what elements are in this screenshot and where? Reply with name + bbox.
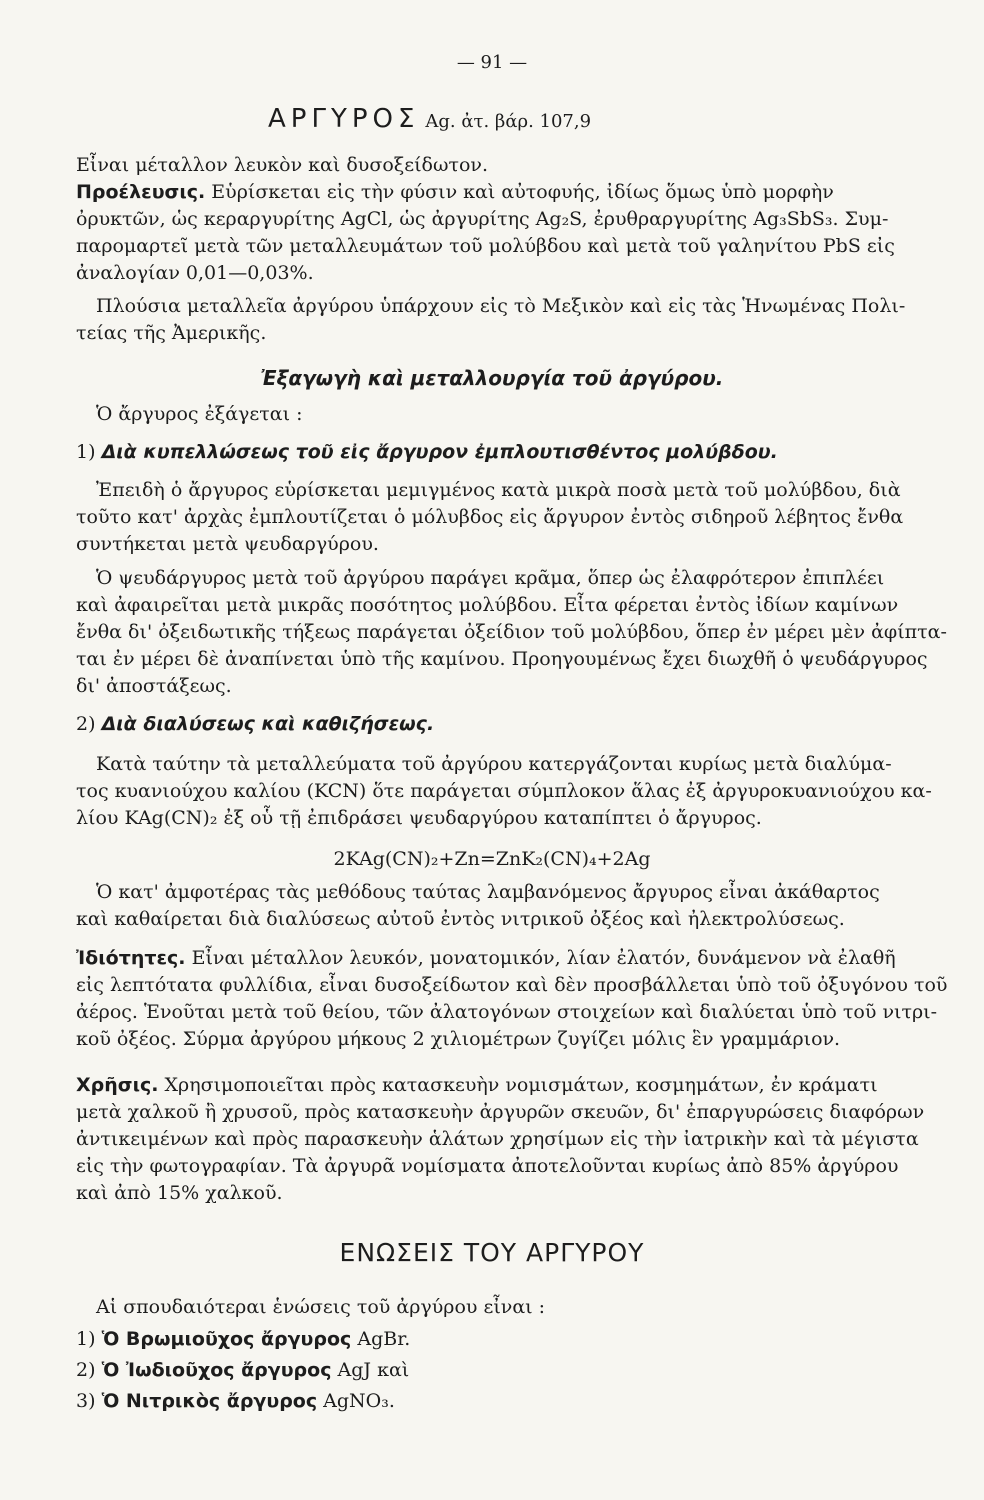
chemical-equation: 2KAg(CN)₂+Zn=ZnK₂(CN)₄+2Ag	[333, 848, 651, 870]
properties-label: Ἰδιότητες.	[76, 947, 186, 969]
compound-formula: AgJ καὶ	[337, 1359, 410, 1381]
method-1-line-1: Ἐπειδὴ ὁ ἄργυρος εὑρίσκεται μεμιγμένος κατὰ μικρὰ ποσὰ μετὰ τοῦ μολύβδου, διὰ	[96, 479, 901, 501]
method-1-heading: 1) Διὰ κυπελλώσεως τοῦ εἰς ἄργυρον ἐμπλουτισθέντος μολύβδου.	[76, 441, 778, 463]
method-1-line-4: Ὁ ψευδάργυρος μετὰ τοῦ ἀργύρου παράγει κρᾶμα, ὅπερ ὡς ἐλαφρότερον ἐπιπλέει	[96, 567, 885, 589]
extraction-intro: Ὁ ἄργυρος ἐξάγεται :	[96, 403, 303, 425]
title-element-name: ΑΡΓΥΡΟΣ	[268, 104, 420, 134]
properties-line-1: Ἰδιότητες. Εἶναι μέταλλον λευκόν, μονατομικόν, λίαν ἐλατόν, δυνάμενον νὰ ἐλαθῆ	[76, 947, 896, 969]
title-atomic-weight: Ag. ἀτ. βάρ. 107,9	[425, 111, 592, 132]
method-1-line-6: ἔνθα δι' ὀξειδωτικῆς τήξεως παράγεται ὀξείδιον τοῦ μολύβδου, ὅπερ ἐν μέρει μὲν ἀφίπτα-	[76, 621, 947, 643]
compound-item: 2) Ὁ Ἰωδιοῦχος ἄργυρος AgJ καὶ	[76, 1359, 410, 1381]
compound-name: Ὁ Βρωμιοῦχος ἄργυρος	[101, 1328, 352, 1350]
method-2-line-2: τος κυανιούχου καλίου (KCN) ὅτε παράγεται σύμπλοκον ἅλας ἐξ ἀργυροκυανιούχου κα-	[76, 780, 932, 802]
method-2-title: Διὰ διαλύσεως καὶ καθιζήσεως.	[101, 713, 435, 735]
page-title	[268, 104, 591, 134]
compound-item: 1) Ὁ Βρωμιοῦχος ἄργυρος AgBr.	[76, 1328, 411, 1350]
provenance-line-1: Προέλευσις. Εὑρίσκεται εἰς τὴν φύσιν καὶ αὐτοφυής, ἰδίως ὅμως ὑπὸ μορφὴν	[76, 181, 834, 203]
compounds-heading: ΕΝΩΣΕΙΣ ΤΟΥ ΑΡΓΥΡΟΥ	[339, 1238, 645, 1267]
uses-line-3: ἀντικειμένων καὶ πρὸς παρασκευὴν ἁλάτων χρησίμων εἰς τὴν ἰατρικὴν καὶ τὰ μέγιστα	[76, 1128, 919, 1150]
properties-line-2: εἰς λεπτότατα φυλλίδια, εἶναι δυσοξείδωτον καὶ δὲν προσβάλλεται ὑπὸ τοῦ ὀξυγόνου τοῦ	[76, 974, 948, 996]
provenance-line-3: παρομαρτεῖ μετὰ τῶν μεταλλευμάτων τοῦ μολύβδου καὶ μετὰ τοῦ γαληνίτου PbS εἰς	[76, 235, 895, 257]
method-1-title: Διὰ κυπελλώσεως τοῦ εἰς ἄργυρον ἐμπλουτισθέντος μολύβδου.	[101, 441, 778, 463]
method-1-line-8: δι' ἀποστάξεως.	[76, 675, 232, 697]
provenance-line-2: ὀρυκτῶν, ὡς κεραργυρίτης AgCl, ὡς ἀργυρίτης Ag₂S, ἐρυθραργυρίτης Ag₃SbS₃. Συμ-	[76, 208, 889, 230]
properties-line-3: ἀέρος. Ἑνοῦται μετὰ τοῦ θείου, τῶν ἀλατογόνων στοιχείων καὶ διαλύεται ὑπὸ τοῦ νιτρι-	[76, 1001, 937, 1023]
compound-formula: AgBr.	[357, 1328, 411, 1350]
method-1-line-2: τοῦτο κατ' ἀρχὰς ἐμπλουτίζεται ὁ μόλυβδος εἰς ἄργυρον ἐντὸς σιδηροῦ λέβητος ἔνθα	[76, 506, 904, 528]
method-2-line-1: Κατὰ ταύτην τὰ μεταλλεύματα τοῦ ἀργύρου κατεργάζονται κυρίως μετὰ διαλύμα-	[96, 753, 892, 775]
uses-line-4: εἰς τὴν φωτογραφίαν. Τὰ ἀργυρᾶ νομίσματα ἀποτελοῦνται κυρίως ἀπὸ 85% ἀργύρου	[76, 1155, 899, 1177]
provenance-line-5: Πλούσια μεταλλεῖα ἀργύρου ὑπάρχουν εἰς τὸ Μεξικὸν καὶ εἰς τὰς Ἡνωμένας Πολι-	[96, 295, 906, 317]
properties-line-4: κοῦ ὀξέος. Σύρμα ἀργύρου μήκους 2 χιλιομέτρων ζυγίζει μόλις ἓν γραμμάριον.	[76, 1028, 841, 1050]
uses-line-1: Χρῆσις. Χρησιμοποιεῖται πρὸς κατασκευὴν νομισμάτων, κοσμημάτων, ἐν κράματι	[76, 1074, 878, 1096]
compound-name: Ὁ Ἰωδιοῦχος ἄργυρος	[101, 1359, 332, 1381]
compound-name: Ὁ Νιτρικὸς ἄργυρος	[101, 1390, 318, 1412]
after-formula-line-2: καὶ καθαίρεται διὰ διαλύσεως αὐτοῦ ἐντὸς νιτρικοῦ ὀξέος καὶ ἠλεκτρολύσεως.	[76, 908, 845, 930]
compound-item: 3) Ὁ Νιτρικὸς ἄργυρος AgNO₃.	[76, 1390, 395, 1412]
uses-line-5: καὶ ἀπὸ 15% χαλκοῦ.	[76, 1182, 283, 1204]
compounds-intro: Αἱ σπουδαιότεραι ἑνώσεις τοῦ ἀργύρου εἶναι :	[96, 1296, 546, 1318]
provenance-label: Προέλευσις.	[76, 181, 206, 203]
method-1-line-3: συντήκεται μετὰ ψευδαργύρου.	[76, 533, 379, 555]
extraction-heading: Ἐξαγωγὴ καὶ μεταλλουργία τοῦ ἀργύρου.	[260, 366, 724, 390]
method-2-heading: 2) Διὰ διαλύσεως καὶ καθιζήσεως.	[76, 713, 435, 735]
method-1-line-5: καὶ ἀφαιρεῖται μετὰ μικρᾶς ποσότητος μολύβδου. Εἶτα φέρεται ἐντὸς ἰδίων καμίνων	[76, 594, 899, 616]
page-number: — 91 —	[456, 52, 528, 73]
method-1-line-7: ται ἐν μέρει δὲ ἀναπίνεται ὑπὸ τῆς καμίνου. Προηγουμένως ἔχει διωχθῆ ὁ ψευδάργυρος	[76, 648, 928, 670]
provenance-line-6: τείας τῆς Ἀμερικῆς.	[76, 322, 267, 344]
intro-line: Εἶναι μέταλλον λευκὸν καὶ δυσοξείδωτον.	[76, 154, 488, 176]
uses-line-2: μετὰ χαλκοῦ ἢ χρυσοῦ, πρὸς κατασκευὴν ἀργυρῶν σκευῶν, δι' ἐπαργυρώσεις διαφόρων	[76, 1101, 925, 1123]
compound-formula: AgNO₃.	[323, 1390, 395, 1412]
after-formula-line-1: Ὁ κατ' ἀμφοτέρας τὰς μεθόδους ταύτας λαμβανόμενος ἄργυρος εἶναι ἀκάθαρτος	[96, 881, 880, 903]
method-2-line-3: λίου KAg(CN)₂ ἐξ οὗ τῇ ἐπιδράσει ψευδαργύρου καταπίπτει ὁ ἄργυρος.	[76, 807, 762, 829]
uses-label: Χρῆσις.	[76, 1074, 159, 1096]
provenance-line-4: ἀναλογίαν 0,01—0,03%.	[76, 262, 314, 284]
